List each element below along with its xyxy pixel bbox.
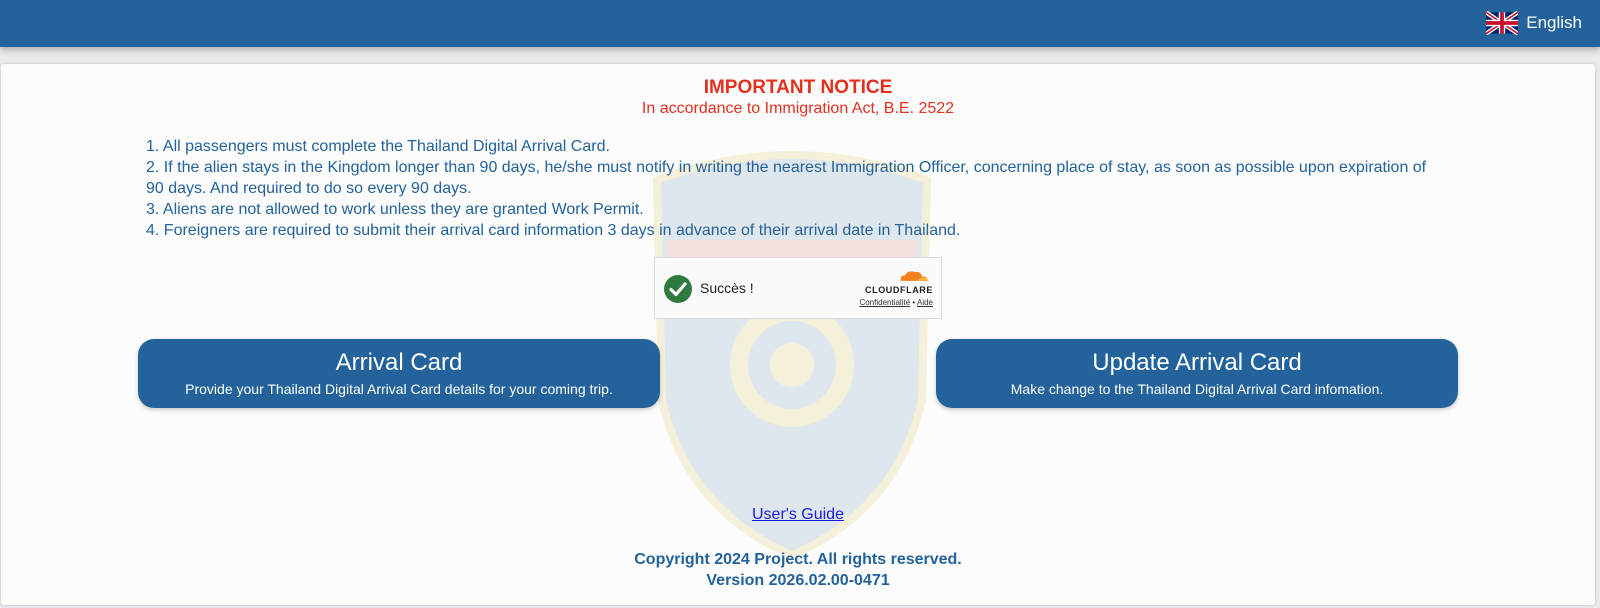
rule-item: 3. Aliens are not allowed to work unless they are granted Work Permit. (146, 201, 644, 218)
check-circle-icon (663, 274, 693, 304)
link-separator: • (912, 298, 916, 307)
captcha-status-text: Succès ! (700, 280, 754, 296)
copyright-text: Copyright 2024 Project. All rights reserved. (634, 551, 962, 568)
rule-item: 4. Foreigners are required to submit their arrival card information 3 days in advance of their arrival date in Thailand. (146, 222, 961, 239)
arrival-card-button[interactable] (138, 339, 660, 408)
notice-rules (146, 136, 1446, 241)
update-arrival-card-title: Update Arrival Card (1092, 349, 1302, 376)
help-link[interactable]: Aide (916, 298, 933, 307)
uk-flag-icon (1486, 11, 1518, 35)
main-card (1, 64, 1595, 605)
rule-item: 2. If the alien stays in the Kingdom longer than 90 days, he/she must notify in writing the nearest Immigration Officer, concerning place of stay, as soon as possible upon expiration of 90 days. And required to do so every 90 days. (146, 159, 1427, 197)
cloudflare-captcha-widget[interactable] (654, 257, 942, 319)
footer (1, 549, 1595, 591)
language-selector[interactable] (1486, 9, 1582, 37)
notice-title: IMPORTANT NOTICE (703, 77, 893, 98)
update-arrival-card-subtitle: Make change to the Thailand Digital Arrival Card infomation. (1010, 381, 1384, 397)
language-label: English (1526, 13, 1582, 32)
top-bar (0, 0, 1600, 47)
guide-row (1, 506, 1595, 524)
arrival-card-title: Arrival Card (335, 349, 463, 376)
captcha-links (859, 298, 933, 307)
cloudflare-logo-icon (893, 268, 933, 286)
rule-item: 1. All passengers must complete the Thailand Digital Arrival Card. (146, 138, 610, 155)
cloudflare-brand: CLOUDFLARE (865, 285, 933, 295)
privacy-link[interactable]: Confidentialité (859, 298, 911, 307)
version-text: Version 2026.02.00-0471 (706, 572, 890, 589)
update-arrival-card-button[interactable] (936, 339, 1458, 408)
notice-subtitle: In accordance to Immigration Act, B.E. 2522 (641, 100, 955, 117)
users-guide-link[interactable]: User's Guide (752, 506, 844, 523)
arrival-card-subtitle: Provide your Thailand Digital Arrival Card details for your coming trip. (185, 381, 613, 397)
